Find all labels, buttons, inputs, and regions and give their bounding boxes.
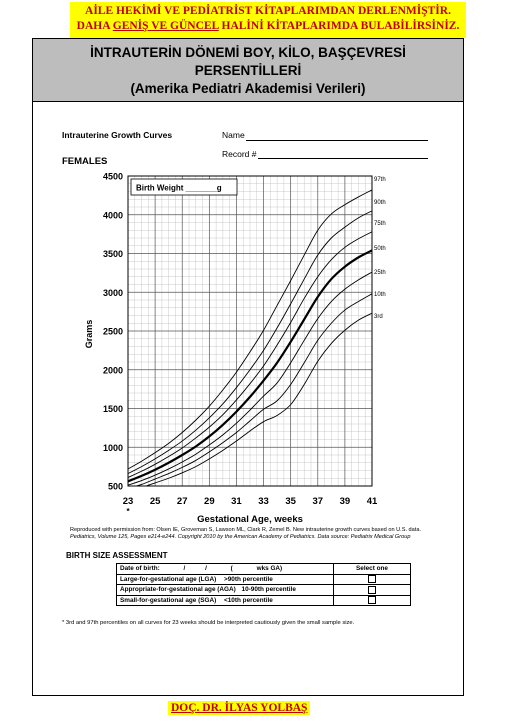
date-label: Date of birth: [120,565,160,573]
credit-line-2: Pediatrics, Volume 125, Pages e214-e244. Copyright 2010 by the American Academy of Pediatrics. Data source: Pediatrix Medical Group [70,534,411,540]
ga-label: wks GA) [256,565,283,573]
y-tick-label: 1500 [102,404,123,414]
y-tick-label: 1000 [102,442,123,453]
assessment-row-sga [117,595,411,606]
x-tick-label: 35 [285,496,296,507]
x-tick-label: 41 [366,496,378,507]
record-label: Record # [222,149,257,159]
chart-name: Intrauterine Growth Curves [62,130,173,140]
x-tick-label: 37 [312,496,324,507]
select-header: Select one [334,564,411,575]
sga-checkbox[interactable] [368,596,376,604]
aga-criterion: 10-90th percentile [241,586,296,594]
date-sep-1: / [183,565,186,573]
assessment-row-lga [117,574,411,585]
x-tick-label: 39 [339,496,351,507]
curve-label-10th: 10th [374,292,386,298]
ga-paren: ( [230,565,233,573]
y-tick-label: 4000 [102,210,123,221]
lga-label: Large-for-gestational age (LGA) [120,575,217,583]
x-tick-label: 25 [149,496,161,507]
y-tick-label: 2000 [102,365,123,376]
date-of-birth-cell[interactable] [117,564,334,575]
lga-criterion: >90th percentile [224,575,273,583]
banner-line-2-c: HALİNİ KİTAPLARIMDA BULABİLİRSİNİZ. [218,20,460,32]
curve-label-3rd: 3rd [374,314,383,320]
curve-label-25th: 25th [374,270,386,276]
aga-checkbox[interactable] [368,586,376,594]
aga-label: Appropriate-for-gestational age (AGA) [120,586,236,594]
name-label: Name [222,130,245,140]
curve-label-50th: 50th [374,246,386,252]
y-axis-label: Grams [84,319,94,349]
sga-criterion: <10th percentile [224,596,273,604]
sga-label: Small-for-gestational age (SGA) [120,596,217,604]
sex-label: FEMALES [62,156,108,167]
y-tick-label: 3000 [102,287,123,298]
date-sep-2: / [205,565,207,573]
x-axis-label: Gestational Age, weeks [197,514,303,525]
assessment-header-row [117,564,411,575]
banner-line-2-a: DAHA [76,20,113,32]
credit-line-1: Reproduced with permission from: Olsen IE, Groveman S, Lawson ML, Clark R, Zemel B. New intrauterine growth curves based on U.S. data. [70,527,421,533]
birth-weight-label: Birth Weight _______g [136,183,222,193]
x-tick-label: 29 [204,496,215,507]
x-tick-label: 27 [176,496,188,507]
x-tick-label: 31 [231,496,242,507]
y-tick-label: 4500 [102,171,123,182]
lga-checkbox[interactable] [368,575,376,583]
x-tick-label: 33 [258,496,269,507]
curve-label-75th: 75th [374,221,386,227]
footnote: * 3rd and 97th percentiles on all curves for 23 weeks should be interpreted cautiously given the small sample size. [62,620,355,626]
title-line-1: İNTRAUTERİN DÖNEMİ BOY, KİLO, BAŞÇEVRESİ [90,45,406,60]
x-tick-asterisk: * [126,507,130,516]
chart-labels [84,172,386,526]
assessment-row-aga [117,585,411,596]
curve-label-97th: 97th [374,177,386,183]
author-name: DOÇ. DR. İLYAS YOLBAŞ [168,701,310,715]
y-tick-label: 500 [107,481,123,492]
y-tick-label: 3500 [102,249,123,259]
x-tick-label: 23 [122,496,134,507]
y-tick-label: 2500 [102,326,123,337]
banner-line-1: AİLE HEKİMİ VE PEDİATRİST KİTAPLARIMDAN DERLENMİŞTİR. [85,5,451,17]
title-line-3: (Amerika Pediatri Akademisi Verileri) [130,81,366,96]
assessment-title: BIRTH SIZE ASSESSMENT [66,551,168,560]
banner-line-2-b: GENİŞ VE GÜNCEL [112,20,219,32]
curve-label-90th: 90th [374,200,386,206]
title-line-2: PERSENTİLLERİ [194,63,302,78]
credit-text [70,527,450,541]
assessment-table [116,563,411,606]
